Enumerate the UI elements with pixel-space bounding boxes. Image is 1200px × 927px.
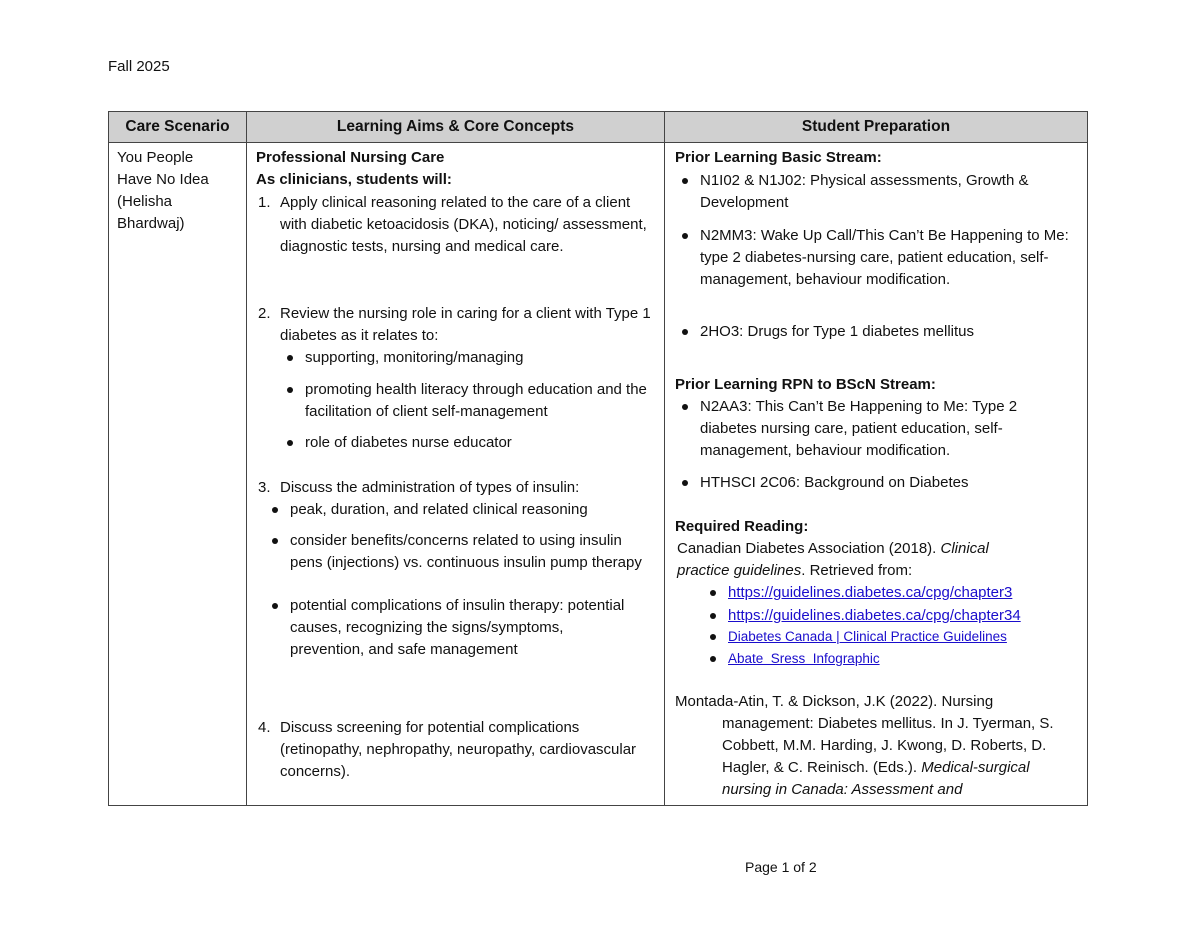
table-border — [664, 111, 665, 806]
item-number: 3. — [258, 479, 271, 496]
basic-item: 2HO3: Drugs for Type 1 diabetes mellitus — [700, 321, 1080, 343]
col-header-care-scenario: Care Scenario — [108, 111, 247, 143]
aim-item-1 — [258, 192, 660, 258]
item-text: Review the nursing role in caring for a client with Type 1 diabetes as it relates to: — [280, 305, 651, 344]
col-header-learning-aims: Learning Aims & Core Concepts — [246, 111, 665, 143]
diabetes-canada-link[interactable]: Diabetes Canada | Clinical Practice Guidelines — [728, 629, 1007, 644]
rpn-stream-heading: Prior Learning RPN to BScN Stream: — [675, 376, 936, 393]
item-number: 1. — [258, 194, 271, 211]
basic-stream-heading: Prior Learning Basic Stream: — [675, 149, 882, 166]
montada-citation — [675, 691, 1077, 801]
citation-text: Canadian Diabetes Association (2018). — [677, 540, 941, 557]
aims-title: Professional Nursing Care — [256, 149, 445, 166]
table-border — [1087, 111, 1088, 806]
aim-item-2 — [258, 303, 660, 347]
infographic-link[interactable]: Abate Sress Infographic — [728, 651, 880, 666]
aim-item-3 — [258, 477, 660, 499]
required-reading-heading: Required Reading: — [675, 518, 809, 535]
table-border — [108, 805, 1088, 806]
aim-bullet: consider benefits/concerns related to using insulin pens (injections) vs. continuous insulin pump therapy — [290, 530, 645, 574]
item-text: Discuss screening for potential complications (retinopathy, nephropathy, neuropathy, cardiovascular concerns). — [280, 719, 637, 780]
rpn-item: HTHSCI 2C06: Background on Diabetes — [700, 472, 1080, 494]
aim-bullet: peak, duration, and related clinical reasoning — [290, 499, 650, 521]
page-header: Fall 2025 — [108, 58, 170, 75]
aim-item-4 — [258, 717, 640, 783]
item-number: 4. — [258, 719, 271, 736]
basic-item: N2MM3: Wake Up Call/This Can’t Be Happening to Me: type 2 diabetes-nursing care, patient education, self-management, behaviour modification. — [700, 225, 1085, 291]
citation-text: . Retrieved from: — [801, 562, 913, 579]
table-border — [108, 111, 109, 806]
citation-text: Montada-Atin, T. & Dickson, J.K (2022). Nursing management: Diabetes mellitus. In J. Tyerman, S. Cobbett, M.M. Harding, J. Kwong, D. Roberts, D. Hagler, & C. Reinisch. (Eds.). — [675, 693, 1054, 776]
basic-item: N1I02 & N1J02: Physical assessments, Growth & Development — [700, 170, 1080, 214]
item-text: Discuss the administration of types of insulin: — [280, 479, 580, 496]
item-text: Apply clinical reasoning related to the care of a client with diabetic ketoacidosis (DKA), noticing/ assessment, diagnostic tests, nursing and medical care. — [280, 194, 647, 255]
guideline-link-chapter34[interactable]: https://guidelines.diabetes.ca/cpg/chapter34 — [728, 607, 1021, 624]
item-number: 2. — [258, 305, 271, 322]
link-item — [728, 626, 1083, 648]
cda-citation — [677, 538, 1042, 582]
aim-bullet: potential complications of insulin therapy: potential causes, recognizing the signs/symptoms, prevention, and safe management — [290, 595, 635, 661]
guideline-link-chapter3[interactable]: https://guidelines.diabetes.ca/cpg/chapter3 — [728, 584, 1013, 601]
aim-bullet: role of diabetes nurse educator — [305, 432, 655, 454]
care-scenario-cell: You People Have No Idea (Helisha Bhardwaj) — [117, 149, 209, 232]
aim-bullet: promoting health literacy through education and the facilitation of client self-management — [305, 379, 655, 423]
table-border — [246, 111, 247, 806]
citation-title: Medical-surgical nursing in Canada: Assessment and — [722, 759, 1030, 798]
link-item — [728, 582, 1083, 604]
aims-subtitle: As clinicians, students will: — [256, 171, 452, 188]
citation-title: Clinical practice guidelines — [677, 540, 989, 579]
rpn-item: N2AA3: This Can’t Be Happening to Me: Type 2 diabetes nursing care, patient education, self-management, behaviour modification. — [700, 396, 1065, 462]
page-footer: Page 1 of 2 — [745, 859, 817, 875]
link-item — [728, 605, 1083, 627]
link-item — [728, 648, 1083, 670]
col-header-student-prep: Student Preparation — [664, 111, 1088, 143]
aim-bullet: supporting, monitoring/managing — [305, 347, 655, 369]
